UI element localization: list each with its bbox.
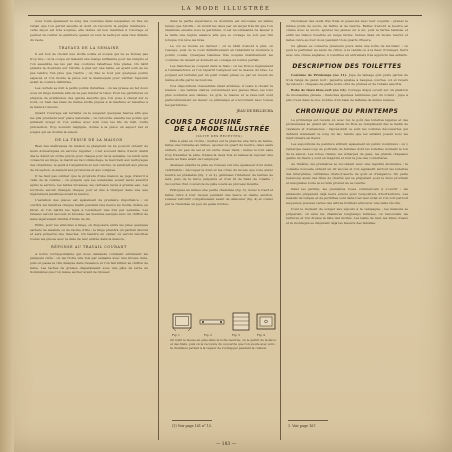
body-paragraph: Pratiquez au milieu une petite cheminée (fig. 3), dorez à l'œuf et faites cuire à four moyen pendant une heure et demie environ. Laissez refroidir complètement avant de démouler (fig. 4) et coulez par la cheminée un peu de gelée fondue. xyxy=(165,188,273,207)
body-paragraph: Nos dispositions d'ensemble étant arrêtées, il reste à choisir la nuance ; les teintes claires conviennent aux jeunes filles, les tons plus soutenus aux dames. Le gris, le mauve et le bleu-vert sont particulièrement en faveur ce printemps et s'accordent avec toutes les garnitures. xyxy=(165,83,273,107)
body-paragraph: Le col se monte en dernier : on le bâtit d'abord à plat, on l'essaye, puis on le coud définitivement en rabattant la doublure à points coulés. Quelques baleines très souples maintiennent les coutures du devant et donnent au corsage un tombé parfait. xyxy=(165,43,273,62)
header-rule xyxy=(28,15,422,16)
figure-4 xyxy=(254,311,278,337)
page-fold-shadow xyxy=(0,0,14,452)
figure-1 xyxy=(170,311,194,337)
body-paragraph: Robe de tissu bleu-vert (no 12). Corsage drapé ouvert sur un plastron de mousseline plissée ; manches ajustées terminées par un volant ; jupe à plis creux dans le dos, bordée d'un biais de taffetas de même nuance. xyxy=(286,88,408,102)
pastry-strip-icon xyxy=(198,311,226,333)
body-paragraph: Costume de Printemps (no 11). Jupe de lainage gris perle garnie de trois rangs de galon noir ; jaquette ajustée à basques courtes, col et revers de velours ; chapeau de paille noire orné de plumes et de rubans assortis. xyxy=(286,73,408,87)
figure-label: Fig. 1 xyxy=(172,333,180,337)
body-paragraph: Enfin, pour les armoires à linge, on disposera entre les piles quelques sachets de lavande ou de racine d'iris ; le linge prendra un parfum discret et sera préservé des insectes. On tiendra un cahier où seront inscrites toutes les pièces avec la date de leur entrée dans la maison. xyxy=(30,223,148,242)
column-divider-right xyxy=(280,22,281,440)
subheading: TRAVAUX DE LA SEMAINE xyxy=(58,45,120,50)
figure-label: Fig. 4 xyxy=(257,333,265,337)
body-paragraph: Choisissez des œufs très frais et pesez-les avec leur coquille ; prenez le même poids de sucre, de farine et de beurre. Battez d'abord le beurre en crème avec le sucre, ajoutez les jaunes un à un, puis la farine tamisée et enfin les blancs fouettés en neige ferme. Versez dans un moule beurré et faites cuire au four doux pendant trois quarts d'heure. xyxy=(286,19,408,42)
body-paragraph: Les manches se coupent dans le biais ; on les fronce légèrement à l'emmanchure et l'on répartit l'ampleur sur le dessus du bras. Le poignet est terminé par un petit volant plissé ou par un revers de même étoffe garni de boutons. xyxy=(165,63,273,82)
toilette-entry-label: Costume de Printemps (no 11). xyxy=(291,73,348,77)
body-paragraph: dans la partie supérieure, la doublure est découpée en même temps que l'étoffe ; on réunit les deux par un surjet très fin que l'on dissimule ensuite sous la garniture. Il est recommandé de laisser à la taille une légère aisance afin que le corsage ne soit pas tiré lorsque l'on lève les bras. xyxy=(165,19,273,42)
body-paragraph: C'est le moment de songer aux séjours à la campagne ; les maisons se préparent, on aère les chambres longtemps fermées, on renouvelle les tentures et l'on dresse la liste des invités. Les bains de mer, les villes d'eaux et la montagne se disputent déjà les faveurs des familles. xyxy=(286,207,408,226)
body-paragraph: Abaissez ensuite la pâte au rouleau sur une épaisseur d'un demi-centimètre ; découpez le fond et les côtés du moule que vous aurez beurré au préalable (fig. 1 et 2), garnissez l'intérieur de bardes de lard, puis de la farce préparée et d'un lit de filets de volaille ; recouvrez d'un couvercle de pâte soudé au pinceau mouillé. xyxy=(165,163,273,187)
footnote-rule-middle xyxy=(172,420,212,421)
figure-label: Fig. 3 xyxy=(232,333,240,337)
cours-title-line-2: DE LA MODE ILLUSTRÉE xyxy=(174,124,270,133)
body-paragraph: L'aération des pièces est également de première importance ; on ouvrira les fenêtres chaque matin pendant une heure au moins, même en hiver, et l'on battra les tapis à l'extérieur une fois par semaine. Les rideaux seront secoués et brossés, les meubles essuyés avec un chiffon de laine légèrement imbibé d'huile de lin. xyxy=(30,198,148,222)
figure-caption: On bâtit le moule en pâte dans la boîte beurrée, on le garnit de la farce et des filets, puis on le recouvre du couvercle que l'on soude avec soin ; la cheminée permet à la vapeur de s'échapper pendant la cuisson. xyxy=(170,338,276,350)
body-paragraph: Bien des maîtresses de maison se plaignent de ne pouvoir obtenir de leurs domestiques un service régulier ; c'est souvent faute d'avoir établi dès le début un ordre précis pour chaque jour de la semaine. Le lundi sera consacré au linge, le mardi au raccommodage, le mercredi aux nettoyages des chambres, le jeudi à l'argenterie et aux cuivres, le vendredi aux pièces de réception, le samedi aux provisions et aux comptes. xyxy=(30,144,148,172)
body-paragraph: Le printemps est revenu et, avec lui, le goût des toilettes légères et des promenades au grand air. Les allées du Bois se remplissent dès le matin de cavaliers et d'amazones ; l'après-midi ce sont les voitures découvertes qui défilent lentement le long du lac, tandis que les enfants jouent sous les marronniers en fleurs. xyxy=(286,117,408,141)
figure-3 xyxy=(230,311,252,337)
section-title: DESCRIPTION DES TOILETTES xyxy=(292,63,402,70)
body-paragraph: Les ourlets se font à petits points invisibles ; on les presse au fer doux sous un linge humide afin de ne pas lustrer le tissu. Pour les garnitures on emploie de préférence des galons assortis que l'on pose à cheval sur le bord, ou bien des biais de même étoffe piqués à la machine et rabattus à la main à l'envers. xyxy=(30,86,148,110)
footnote-middle: (1) Voir page 161 n° 15. xyxy=(172,424,213,428)
chronicle-title: CHRONIQUE DU PRINTEMPS xyxy=(295,107,399,115)
footnote-right: 1. Voir page 167. xyxy=(288,424,317,428)
middle-column xyxy=(165,19,273,231)
cours-subtitle: (SUITE DES RECETTES) xyxy=(195,133,243,138)
body-paragraph: Ce gâteau se conserve plusieurs jours dans une boîte de fer-blanc ; on peut le parfumer au zeste de citron, à la vanille ou à la fleur d'oranger. Servi avec une crème anglaise, il constitue un entremets très apprécié des enfants. xyxy=(286,43,408,58)
subheading: DE LA TENUE DE LA MAISON xyxy=(55,137,123,142)
cooking-figures xyxy=(168,311,278,337)
body-paragraph: sous toute épaisseur le long des coutures dans lesquelles on fixe un ruban que l'on garnit ensuite et dont on recouvre la piqûre intérieure ; cette façon est très soignée, elle donne un bon maintien à l'ouvrage et permet de retirer la garniture quand on veut la nettoyer sans rien défaire du reste. xyxy=(30,19,148,42)
toilette-entry-label: Robe de tissu bleu-vert (no 12). xyxy=(291,88,347,93)
right-column xyxy=(286,19,408,439)
page-number: — 183 — xyxy=(216,442,236,447)
column-divider-left xyxy=(158,22,159,440)
body-paragraph: A notre correspondante qui nous demande comment entretenir les parquets cirés : on les frotte une fois par semaine avec une brosse dure, puis on passe la cire délayée dans l'essence et l'on fait briller au chiffon de laine. Les taches de graisse disparaissent sous une pâte de terre de Sommières que l'on laisse sécher avant de brosser. xyxy=(30,251,148,275)
body-paragraph: Il ne faut pas oublier que la propreté d'une maison se juge d'abord à celle de la cuisine ; on exigera que les ustensiles soient lavés aussitôt après le service, les tables brossées, les carreaux lavés à grande eau. Les torchons seront changés chaque jour et mis à tremper dans une eau légèrement javellisée avant la lessive. xyxy=(30,173,148,197)
filled-mold-icon xyxy=(230,311,252,333)
cours-title-line-1: COURS DE CUISINE xyxy=(165,117,242,126)
body-paragraph: Quand l'ouvrage est terminé on le suspend quelques heures afin que les plis prennent leur place naturelle ; on retouche ensuite les points qui auraient bougé et l'on enlève avec soin tous les fils de bâti. Cette précaution, trop souvent négligée, donne à la pièce un aspect net et soigné qui en double la valeur. xyxy=(30,111,148,134)
body-paragraph: Il est bon de choisir une étoffe solide et souple qui ne se froisse pas trop vite ; on la coupe en laissant une marge suffisante pour les remplis et l'on assemble les lés par des coutures rabattues très plates. On bâtit ensuite la doublure sur l'étoffe, à plat sur une table, en ayant soin de ne pas tendre l'un plus que l'autre ; on fixe le tout par quelques points espacés et l'on monte la pièce sur le mannequin pour vérifier l'aplomb avant la couture définitive. xyxy=(30,52,148,85)
body-paragraph: Pâte à pâté en croûte : mettez sur la planche une livre de farine, faites une fontaine au milieu, ajoutez un quart de beurre, deux œufs entiers, un peu de sel et un verre d'eau tiède ; mêlez le tout sans trop travailler la pâte, fraisez-la deux fois et laissez-la reposer une heure au frais avant de l'employer. xyxy=(165,138,273,162)
body-paragraph: Au théâtre, les premières se succèdent avec une rapidité étonnante ; la comédie nouvelle obtient un vif succès et l'on applaudit surtout les toilettes des interprètes, véritables chefs-d'œuvre de goût et d'élégance. On parle beaucoup aussi des fêtes de charité qui se préparent pour le mois prochain et auxquelles toute la société promet de se rendre. xyxy=(286,162,408,186)
pie-mold-icon xyxy=(170,311,194,333)
subheading: RÉPONSE AU TRAVAIL COURANT xyxy=(51,244,127,249)
body-paragraph: Les expositions de peinture attirent également un public nombreux ; on y remarque beaucoup de portraits de femmes dont les toilettes donnent le ton de la saison. Les robes claires, les écharpes de gaze, les grands chapeaux garnis de fleurs y sont en majorité et font la joie des couturières. xyxy=(286,142,408,161)
body-paragraph: Dans les jardins, les premières roses commencent à s'ouvrir ; les amateurs préparent déjà leurs envois pour l'exposition d'horticulture. Les massifs de tulipes et de jacinthes sont dans tout leur éclat et l'on voit partout les jeunes pousses vertes des arbres fruitiers annoncer une belle récolte. xyxy=(286,187,408,206)
figure-label: Fig. 2 xyxy=(204,333,212,337)
running-head: LA MODE ILLUSTRÉE xyxy=(181,6,271,12)
signature: JEAN DE BELLECHA xyxy=(236,109,273,114)
footnote-rule-right xyxy=(288,420,328,421)
left-column xyxy=(30,19,148,439)
finished-pie-icon xyxy=(254,311,278,333)
figure-2 xyxy=(198,311,226,337)
